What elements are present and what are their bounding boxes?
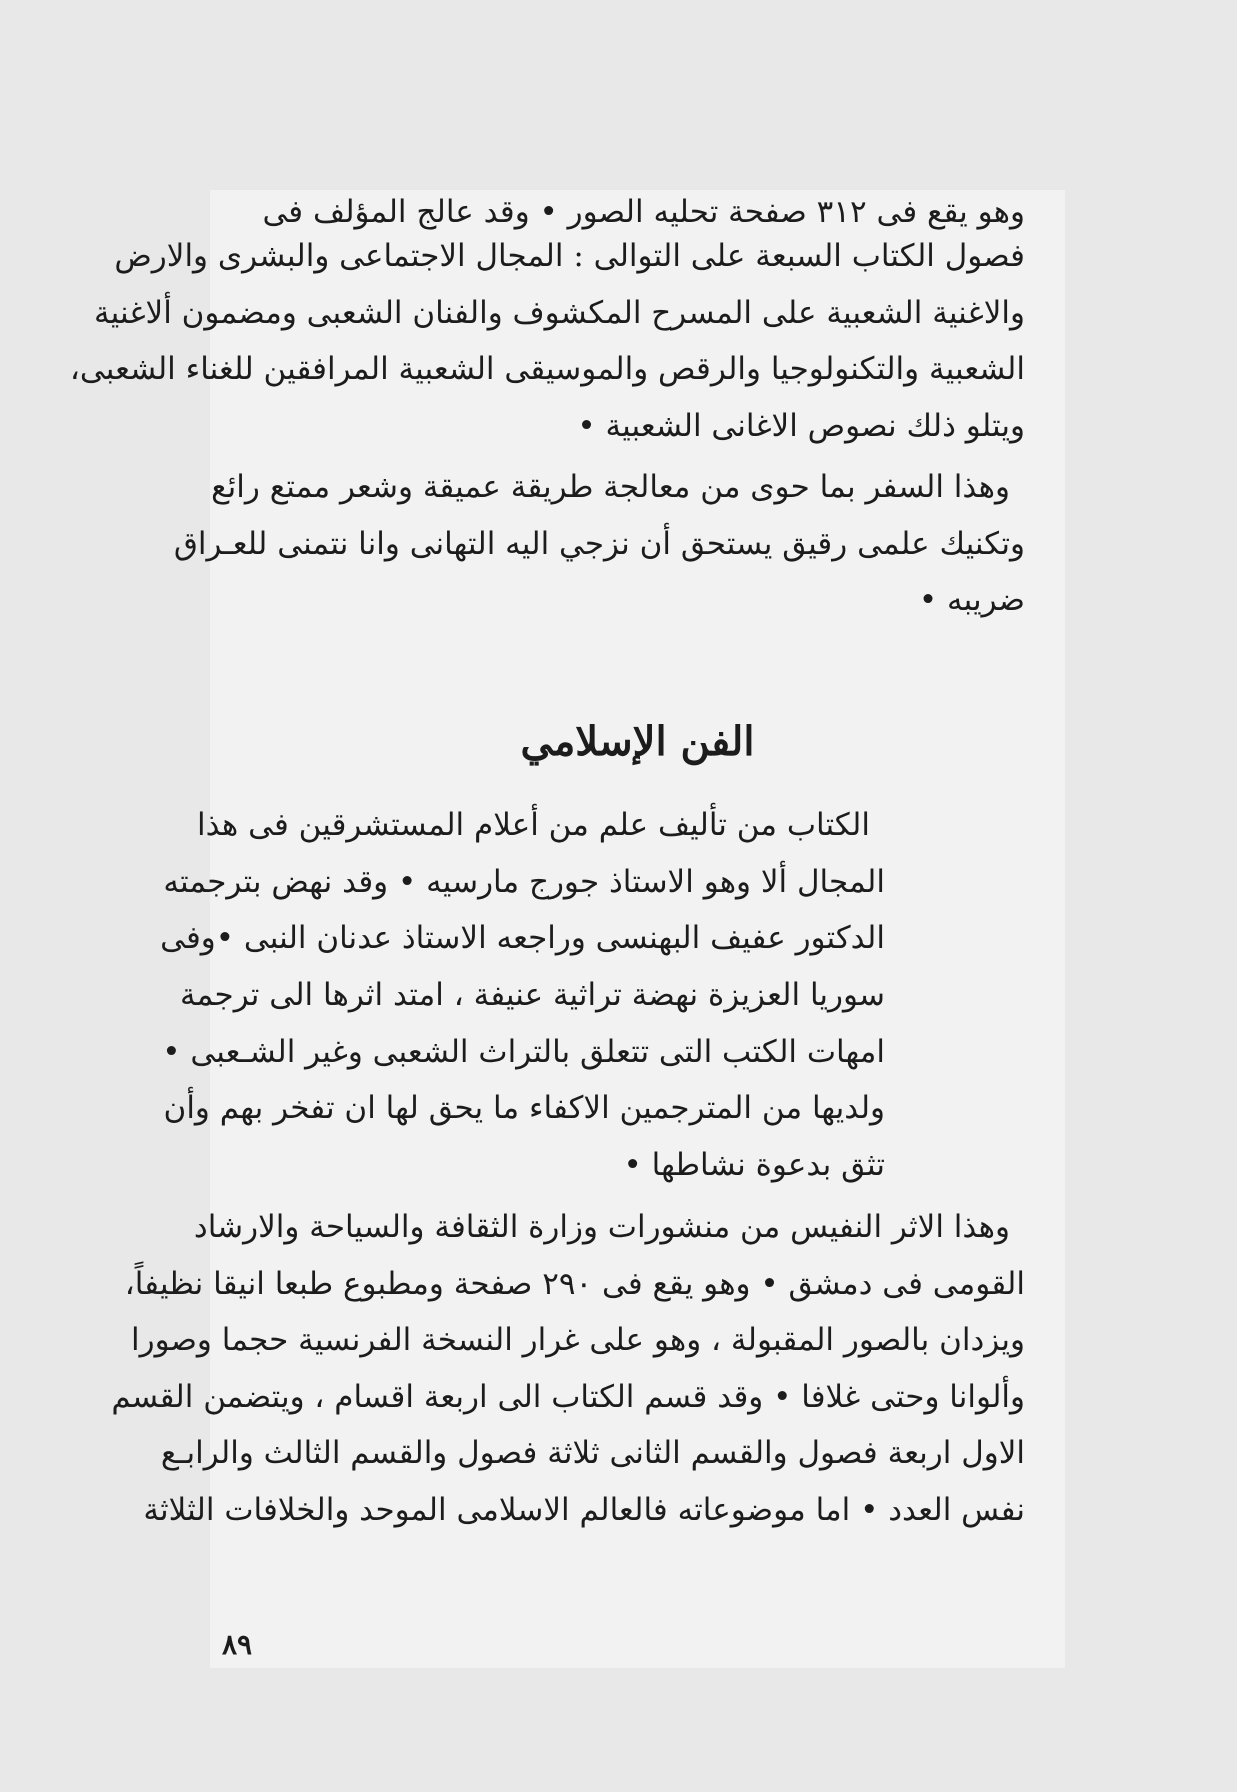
paragraph-3-line-5: امهات الكتب التى تتعلق بالتراث الشعبى وغير الشـعبى • <box>162 1034 885 1070</box>
paragraph-4-line-3: ويزدان بالصور المقبولة ، وهو على غرار النسخة الفرنسية حجما وصورا <box>131 1322 1025 1358</box>
paragraph-3-line-3: الدكتور عفيف البهنسى وراجعه الاستاذ عدنان النبى •وفى <box>160 920 885 956</box>
paragraph-4-line-4: وألوانا وحتى غلافا • وقد قسم الكتاب الى اربعة اقسام ، ويتضمن القسم <box>111 1379 1025 1415</box>
paragraph-4-line-2: القومى فى دمشق • وهو يقع فى ٢٩٠ صفحة ومطبوع طبعا انيقا نظيفاً، <box>124 1266 1025 1302</box>
paragraph-3-line-4: سوريا العزيزة نهضة تراثية عنيفة ، امتد اثرها الى ترجمة <box>179 977 885 1013</box>
paragraph-3-line-2: المجال ألا وهو الاستاذ جورج مارسيه • وقد نهض بترجمته <box>163 864 885 900</box>
paragraph-3-line-7: تثق بدعوة نشاطها • <box>623 1147 885 1183</box>
paragraph-1-line-4: الشعبية والتكنولوجيا والرقص والموسيقى الشعبية المرافقين للغناء الشعبى، <box>69 351 1025 387</box>
paragraph-4-line-6: نفس العدد • اما موضوعاته فالعالم الاسلامى الموحد والخلافات الثلاثة <box>143 1492 1025 1528</box>
paragraph-1-line-1: وهو يقع فى ٣١٢ صفحة تحليه الصور • وقد عالج المؤلف فى <box>262 194 1025 230</box>
paragraph-1-line-3: والاغنية الشعبية على المسرح المكشوف والفنان الشعبى ومضمون ألاغنية <box>93 295 1025 331</box>
paragraph-1-line-2: فصول الكتاب السبعة على التوالى : المجال الاجتماعى والبشرى والارض <box>114 238 1025 274</box>
paragraph-1-line-5: ويتلو ذلك نصوص الاغانى الشعبية • <box>577 408 1025 444</box>
document-page <box>69 190 1065 1668</box>
paragraph-4-line-5: الاول اربعة فصول والقسم الثانى ثلاثة فصول والقسم الثالث والرابـع <box>160 1435 1025 1471</box>
paragraph-3-line-1: الكتاب من تأليف علم من أعلام المستشرقين فى هذا <box>197 807 870 843</box>
paragraph-2-line-2: وتكنيك علمى رقيق يستحق أن نزجي اليه التهانى وانا نتمنى للعـراق <box>173 526 1025 562</box>
paragraph-2-line-1: وهذا السفر بما حوى من معالجة طريقة عميقة وشعر ممتع رائع <box>211 469 1010 505</box>
paragraph-3-line-6: ولديها من المترجمين الاكفاء ما يحق لها ان تفخر بهم وأن <box>163 1090 885 1126</box>
paragraph-4-line-1: وهذا الاثر النفيس من منشورات وزارة الثقافة والسياحة والارشاد <box>193 1209 1010 1245</box>
section-heading: الفن الإسلامي <box>520 718 755 765</box>
page-number: ٨٩ <box>222 1628 253 1661</box>
paragraph-2-line-3: ضريبه • <box>918 582 1025 618</box>
